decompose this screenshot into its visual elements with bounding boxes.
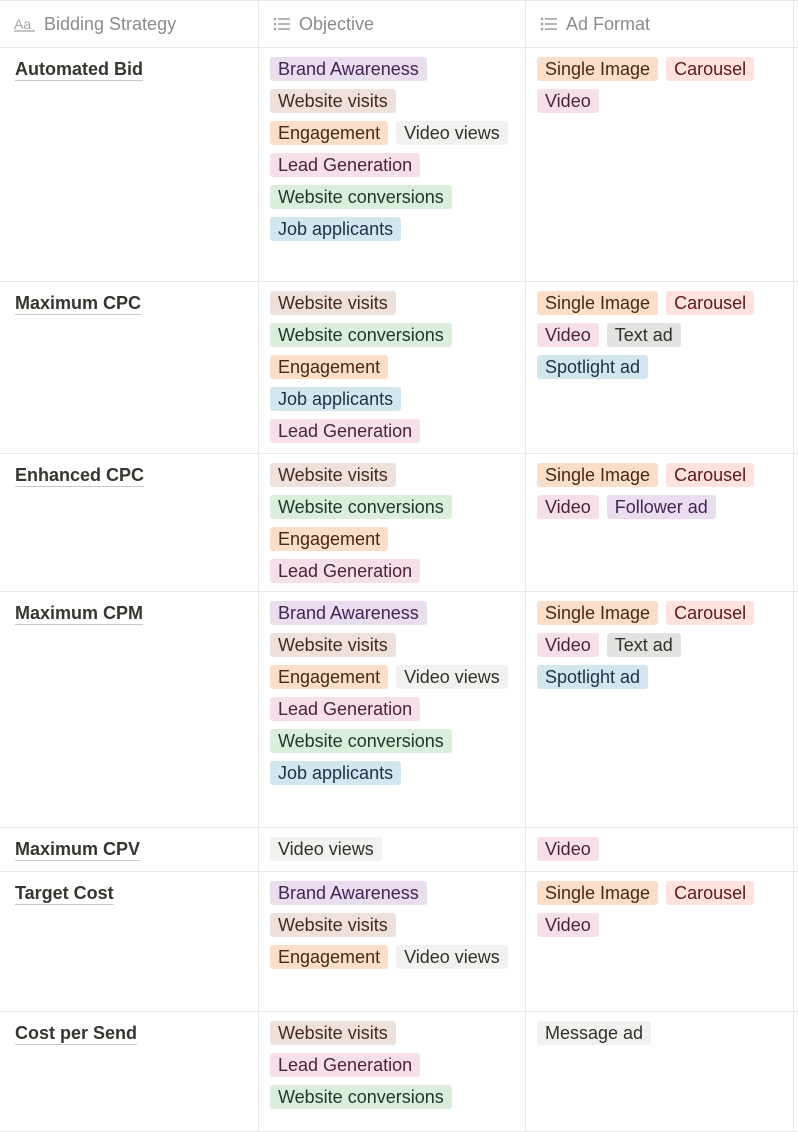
row-title[interactable]: Enhanced CPC (15, 465, 145, 485)
cell-ad-format[interactable] (526, 592, 794, 827)
table-row[interactable] (0, 48, 798, 282)
select-tag: Website visits (270, 633, 396, 657)
cell-bidding-strategy[interactable] (0, 454, 259, 591)
select-tag: Video views (396, 121, 508, 145)
tag-list (537, 57, 785, 121)
select-tag: Video (537, 837, 599, 861)
cell-objective[interactable] (259, 872, 526, 1011)
tag-list (270, 881, 517, 977)
column-header-objective[interactable] (259, 1, 526, 47)
select-tag: Video views (270, 837, 382, 861)
table-row[interactable] (0, 1012, 798, 1132)
select-tag: Engagement (270, 121, 388, 145)
tag-list (537, 291, 785, 387)
row-title[interactable]: Cost per Send (15, 1023, 138, 1043)
select-tag: Job applicants (270, 217, 401, 241)
select-tag: Video (537, 495, 599, 519)
select-tag: Message ad (537, 1021, 651, 1045)
column-header-label: Bidding Strategy (44, 13, 177, 34)
tag-list (270, 601, 517, 793)
cell-ad-format[interactable] (526, 48, 794, 281)
cell-ad-format[interactable] (526, 872, 794, 1011)
select-tag: Single Image (537, 463, 658, 487)
cell-ad-format[interactable] (526, 828, 794, 871)
row-title[interactable]: Maximum CPC (15, 293, 142, 313)
select-tag: Job applicants (270, 761, 401, 785)
select-tag: Website visits (270, 913, 396, 937)
cell-bidding-strategy[interactable] (0, 282, 259, 453)
select-tag: Text ad (607, 323, 681, 347)
select-tag: Lead Generation (270, 153, 420, 177)
table-row[interactable] (0, 282, 798, 454)
select-tag: Video (537, 323, 599, 347)
select-tag: Video (537, 89, 599, 113)
svg-text:Aa: Aa (14, 16, 32, 32)
select-tag: Follower ad (607, 495, 716, 519)
select-tag: Video views (396, 665, 508, 689)
tag-list (537, 1021, 785, 1053)
column-header-ad-format[interactable] (526, 1, 794, 47)
cell-bidding-strategy[interactable] (0, 48, 259, 281)
tag-list (537, 463, 785, 527)
cell-bidding-strategy[interactable] (0, 1012, 259, 1131)
select-tag: Carousel (666, 601, 754, 625)
select-tag: Engagement (270, 355, 388, 379)
multi-select-list-icon (540, 16, 558, 32)
select-tag: Website visits (270, 1021, 396, 1045)
select-tag: Single Image (537, 291, 658, 315)
select-tag: Website conversions (270, 323, 452, 347)
select-tag: Engagement (270, 527, 388, 551)
select-tag: Website conversions (270, 729, 452, 753)
select-tag: Single Image (537, 601, 658, 625)
select-tag: Carousel (666, 463, 754, 487)
tag-list (270, 1021, 517, 1117)
tag-list (270, 463, 517, 591)
table-row[interactable] (0, 454, 798, 592)
select-tag: Video views (396, 945, 508, 969)
select-tag: Carousel (666, 291, 754, 315)
select-tag: Engagement (270, 945, 388, 969)
table-body (0, 48, 798, 1132)
cell-ad-format[interactable] (526, 282, 794, 453)
tag-list (537, 881, 785, 945)
select-tag: Video (537, 633, 599, 657)
select-tag: Spotlight ad (537, 355, 648, 379)
select-tag: Lead Generation (270, 559, 420, 583)
tag-list (537, 601, 785, 697)
table-header (0, 0, 798, 48)
select-tag: Spotlight ad (537, 665, 648, 689)
tag-list (270, 291, 517, 451)
select-tag: Brand Awareness (270, 881, 427, 905)
select-tag: Website visits (270, 89, 396, 113)
row-title[interactable]: Maximum CPM (15, 603, 144, 623)
cell-bidding-strategy[interactable] (0, 872, 259, 1011)
select-tag: Carousel (666, 881, 754, 905)
select-tag: Engagement (270, 665, 388, 689)
select-tag: Brand Awareness (270, 57, 427, 81)
column-header-bidding-strategy[interactable] (0, 1, 259, 47)
select-tag: Single Image (537, 57, 658, 81)
select-tag: Lead Generation (270, 419, 420, 443)
table-row[interactable] (0, 592, 798, 828)
table-row[interactable] (0, 828, 798, 872)
select-tag: Video (537, 913, 599, 937)
cell-bidding-strategy[interactable] (0, 592, 259, 827)
column-header-label: Ad Format (566, 13, 651, 34)
cell-ad-format[interactable] (526, 1012, 794, 1131)
cell-ad-format[interactable] (526, 454, 794, 591)
table-row[interactable] (0, 872, 798, 1012)
select-tag: Website conversions (270, 495, 452, 519)
cell-objective[interactable] (259, 48, 526, 281)
cell-objective[interactable] (259, 828, 526, 871)
tag-list (537, 837, 785, 869)
select-tag: Job applicants (270, 387, 401, 411)
select-tag: Website conversions (270, 185, 452, 209)
select-tag: Brand Awareness (270, 601, 427, 625)
select-tag: Carousel (666, 57, 754, 81)
cell-objective[interactable] (259, 1012, 526, 1131)
select-tag: Lead Generation (270, 1053, 420, 1077)
row-title[interactable]: Automated Bid (15, 59, 143, 79)
cell-objective[interactable] (259, 282, 526, 453)
select-tag: Lead Generation (270, 697, 420, 721)
row-title[interactable]: Target Cost (15, 883, 114, 903)
cell-objective[interactable] (259, 592, 526, 827)
select-tag: Text ad (607, 633, 681, 657)
tag-list (270, 837, 517, 869)
select-tag: Website visits (270, 291, 396, 315)
text-property-icon (14, 16, 36, 32)
select-tag: Website visits (270, 463, 396, 487)
row-title[interactable]: Maximum CPV (15, 839, 141, 859)
select-tag: Single Image (537, 881, 658, 905)
multi-select-list-icon (273, 16, 291, 32)
cell-objective[interactable] (259, 454, 526, 591)
tag-list (270, 57, 517, 249)
select-tag: Website conversions (270, 1085, 452, 1109)
cell-bidding-strategy[interactable] (0, 828, 259, 871)
column-header-label: Objective (299, 13, 375, 34)
